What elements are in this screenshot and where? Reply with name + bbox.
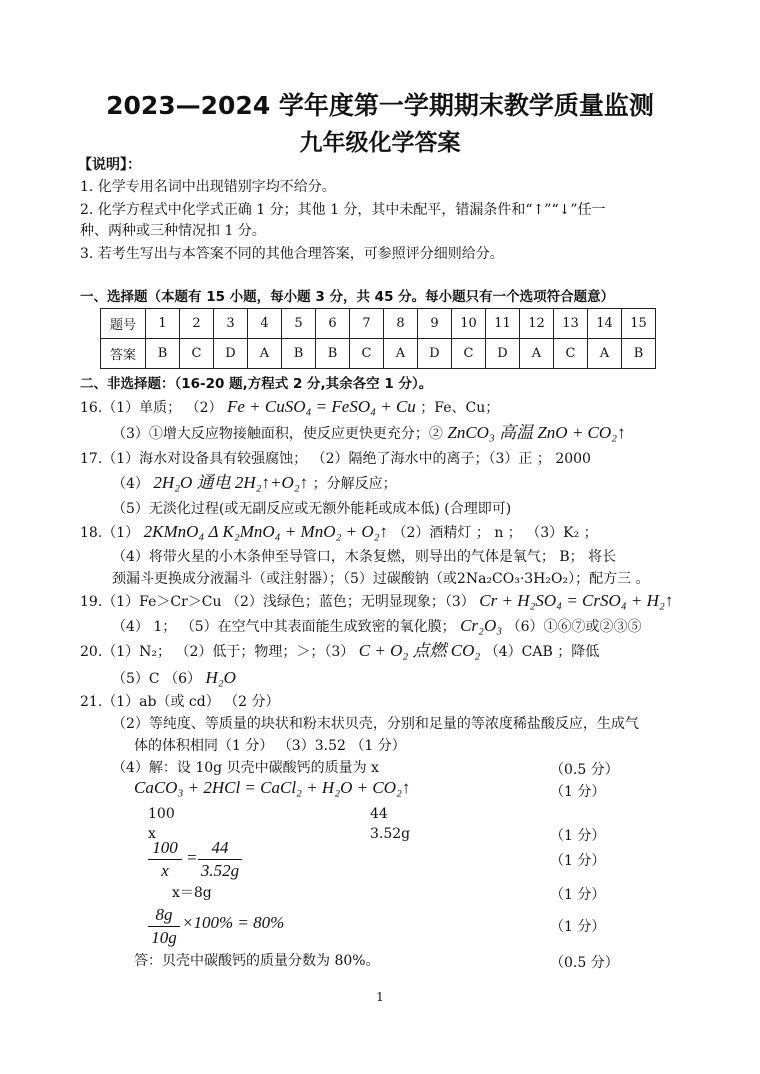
table-cell: 14 bbox=[588, 309, 622, 339]
table-cell: A bbox=[248, 339, 282, 369]
q21-ratio-left-2: x bbox=[148, 826, 156, 842]
score-3: （1 分） bbox=[550, 828, 606, 844]
q17-line1: 17.（1）海水对设备具有较强腐蚀； （2）隔绝了海水中的离子；（3）正 ； 2000 bbox=[80, 451, 591, 467]
page-number: 1 bbox=[376, 990, 384, 1004]
fraction-1-numerator: 100 bbox=[152, 838, 178, 857]
table-header-cell: 题号 bbox=[101, 309, 146, 339]
q17-line3: （5）无淡化过程(或无副反应或无额外能耗或成本低) (合理即可) bbox=[112, 501, 512, 517]
q20-text: 20.（1）N₂； （2）低于；物理；＞；（3） bbox=[80, 644, 355, 660]
q21-ratio-right-2: 3.52g bbox=[370, 826, 411, 842]
table-cell: D bbox=[418, 339, 452, 369]
note-3: 3. 若考生写出与本答案不同的其他合理答案，可参照评分细则给分。 bbox=[80, 246, 504, 262]
q18-prefix: 18.（1） bbox=[80, 525, 140, 541]
q16-line2 bbox=[112, 424, 626, 443]
q20-formula: H₂O bbox=[205, 668, 236, 687]
table-cell: B bbox=[146, 339, 180, 369]
table-cell: 11 bbox=[486, 309, 520, 339]
table-cell: 5 bbox=[282, 309, 316, 339]
q18-tail: （2）酒精灯 ； n ； （3）K₂ ； bbox=[392, 525, 598, 541]
note-1: 1. 化学专用名词中出现错别字均不给分。 bbox=[80, 179, 336, 195]
q18-line2: （4）将带火星的小木条伸至导管口，木条复燃，则导出的气体是氧气； B； 将长 bbox=[112, 549, 617, 565]
table-cell: 13 bbox=[554, 309, 588, 339]
q18-line3: 颈漏斗更换成分液漏斗（或注射器）；（5）过碳酸钠（或2Na₂CO₃·3H₂O₂）；配方三 。 bbox=[112, 571, 650, 587]
fraction-2-denominator: 3.52g bbox=[200, 861, 240, 880]
table-cell: 3 bbox=[214, 309, 248, 339]
score-5: （1 分） bbox=[550, 887, 606, 903]
q19-tail: （6）①⑥⑦或②③⑤ bbox=[506, 619, 642, 635]
q20-equation: C + O₂ 点燃 CO₂ bbox=[358, 641, 481, 660]
q21-line1: 21.（1）ab（或 cd） （2 分） bbox=[80, 694, 280, 710]
fraction-1 bbox=[148, 838, 182, 881]
page-subtitle: 九年级化学答案 bbox=[299, 130, 461, 156]
score-4: （1 分） bbox=[550, 853, 606, 869]
q19-text-2: （4） 1； （5）在空气中其表面能生成致密的氧化膜； bbox=[112, 619, 456, 635]
q17-equation: 2H₂O 通电 2H₂↑+O₂↑ bbox=[153, 473, 309, 492]
score-2: （1 分） bbox=[550, 784, 606, 800]
q21-result-x: x＝8g bbox=[172, 885, 212, 901]
table-cell: 2 bbox=[180, 309, 214, 339]
q19-line1 bbox=[80, 592, 673, 611]
score-1: （0.5 分） bbox=[550, 762, 619, 778]
q20-text-2: （5）C （6） bbox=[112, 671, 201, 687]
fraction-bar bbox=[198, 859, 242, 860]
q20-line1 bbox=[80, 642, 599, 661]
table-row-numbers bbox=[101, 309, 656, 339]
table-header-cell: 答案 bbox=[101, 339, 146, 369]
q19-line2 bbox=[112, 617, 642, 636]
table-cell: 6 bbox=[316, 309, 350, 339]
q18-line1 bbox=[80, 523, 598, 542]
score-6: （1 分） bbox=[550, 919, 606, 935]
q21-ratio-left-1: 100 bbox=[148, 806, 175, 822]
fraction-1-denominator: x bbox=[161, 861, 169, 880]
q19-text: 19.（1）Fe＞Cr＞Cu （2）浅绿色；蓝色；无明显现象；（3） bbox=[80, 594, 475, 610]
q16-text: 16.（1）单质； （2） bbox=[80, 400, 223, 416]
table-cell: 9 bbox=[418, 309, 452, 339]
table-cell: D bbox=[486, 339, 520, 369]
q16-line1 bbox=[80, 398, 499, 417]
section2-heading: 二、非选择题：（16-20 题,方程式 2 分,其余各空 1 分）。 bbox=[80, 376, 433, 392]
q20-line2 bbox=[112, 669, 236, 688]
fraction-3-numerator: 8g bbox=[155, 905, 173, 924]
table-cell: 8 bbox=[384, 309, 418, 339]
table-cell: B bbox=[316, 339, 350, 369]
fraction-3-denominator: 10g bbox=[151, 928, 177, 947]
table-cell: B bbox=[282, 339, 316, 369]
q20-tail: （4）CAB ；降低 bbox=[484, 644, 600, 660]
equals-sign: = bbox=[186, 848, 198, 867]
note-2: 2. 化学方程式中化学式正确 1 分；其他 1 分，其中未配平，错漏条件和“↑”“↓”任一 bbox=[80, 202, 606, 218]
notes-heading: 【说明】： bbox=[78, 157, 141, 173]
table-cell: 7 bbox=[350, 309, 384, 339]
q21-line4: （4）解：设 10g 贝壳中碳酸钙的质量为 x bbox=[112, 760, 379, 776]
q16-equation-2: ZnCO₃ 高温 ZnO + CO₂↑ bbox=[447, 423, 626, 442]
table-cell: 1 bbox=[146, 309, 180, 339]
q19-equation: Cr + H₂SO₄ = CrSO₄ + H₂↑ bbox=[479, 591, 674, 610]
table-cell: C bbox=[350, 339, 384, 369]
q17-tail: ；分解反应； bbox=[312, 476, 397, 492]
fraction-2 bbox=[198, 838, 242, 881]
answer-table bbox=[100, 308, 656, 369]
table-cell: 15 bbox=[622, 309, 656, 339]
note-2-cont: 种、两种或三种情况扣 1 分。 bbox=[80, 223, 266, 239]
q21-ratio-right-1: 44 bbox=[370, 806, 388, 822]
table-cell: A bbox=[520, 339, 554, 369]
score-7: （0.5 分） bbox=[550, 955, 619, 971]
q17-prefix: （4） bbox=[112, 476, 149, 492]
q21-equation: CaCO₃ + 2HCl = CaCl₂ + H₂O + CO₂↑ bbox=[134, 778, 411, 797]
table-cell: A bbox=[588, 339, 622, 369]
table-cell: B bbox=[622, 339, 656, 369]
q21-line2: （2）等纯度、等质量的块状和粉末状贝壳，分别和足量的等浓度稀盐酸反应，生成气 bbox=[112, 716, 639, 732]
percent-result: ×100% = 80% bbox=[182, 913, 285, 932]
fraction-bar bbox=[148, 926, 180, 927]
table-cell: 4 bbox=[248, 309, 282, 339]
fraction-bar bbox=[148, 859, 182, 860]
table-cell: 12 bbox=[520, 309, 554, 339]
table-cell: C bbox=[452, 339, 486, 369]
table-row-answers bbox=[101, 339, 656, 369]
fraction-2-numerator: 44 bbox=[211, 838, 229, 857]
table-cell: A bbox=[384, 339, 418, 369]
section1-heading: 一、选择题（本题有 15 小题，每小题 3 分，共 45 分。每小题只有一个选项符合题意） bbox=[80, 289, 615, 305]
q18-equation: 2KMnO₄ Δ K₂MnO₄ + MnO₂ + O₂↑ bbox=[143, 522, 389, 541]
q17-line2 bbox=[112, 474, 397, 493]
q19-formula: Cr₂O₃ bbox=[460, 616, 503, 635]
table-cell: D bbox=[214, 339, 248, 369]
q16-equation: Fe + CuSO₄ = FeSO₄ + Cu bbox=[226, 397, 416, 416]
page-title: 2023—2024 学年度第一学期期末教学质量监测 bbox=[106, 91, 654, 120]
final-answer: 答：贝壳中碳酸钙的质量分数为 80%。 bbox=[134, 953, 380, 969]
table-cell: C bbox=[180, 339, 214, 369]
table-cell: 10 bbox=[452, 309, 486, 339]
q16-text-2: （3）①增大反应物接触面积，使反应更快更充分；② bbox=[112, 426, 443, 442]
q21-line3: 体的体积相同（1 分） （3）3.52 （1 分） bbox=[134, 738, 406, 754]
table-cell: C bbox=[554, 339, 588, 369]
fraction-3 bbox=[148, 905, 180, 948]
q16-tail: ；Fe、Cu； bbox=[420, 400, 500, 416]
